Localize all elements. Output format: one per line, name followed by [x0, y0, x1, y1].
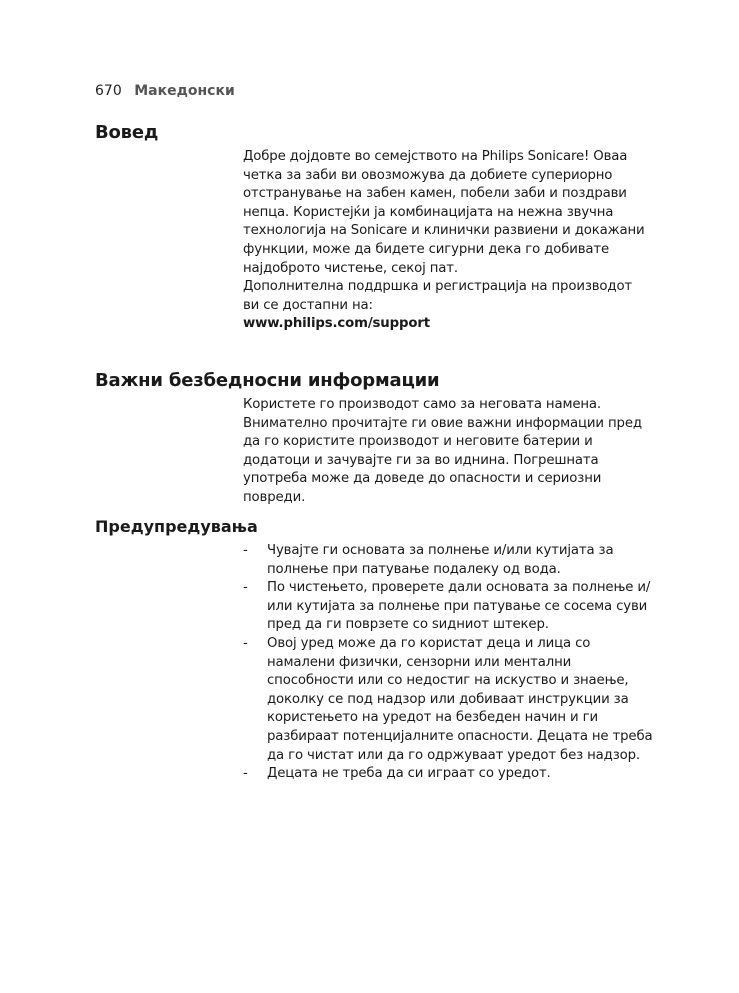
list-item-text: Децата не треба да си играат со уредот. [267, 766, 551, 782]
list-item-text: По чистењето, проверете дали основата за полнење и/или кутијата за полнење при патување се сосема суви пред да ги поврзете со ѕидниот штекер. [267, 580, 651, 633]
warnings-list [243, 542, 653, 784]
bullet-dash: - [243, 635, 248, 651]
page-header [95, 81, 235, 101]
intro-body [243, 148, 648, 334]
safety-body [243, 396, 648, 508]
safety-heading: Важни безбедносни информации [95, 370, 440, 391]
list-item-text: Овој уред може да го користат деца и лица со намалени физички, сензорни или ментални способности или со недостиг на искуство и знаење, доколку се под надзор или добиваат инструкции за користењето на уредот на безбеден начин и ги разбираат потенцијалните опасности. Децата не треба да го чистат или да го одржуваат уредот без надзор. [267, 635, 653, 763]
list-item-text: Чувајте ги основата за полнење и/или кутијата за полнење при патување подалеку од вода. [267, 543, 614, 577]
intro-paragraph: Добре дојдовте во семејството на Philips Sonicare! Оваа четка за заби ви овозможува да добиете супериорно отстранување на забен камен, побели заби и поздрави непца. Користејќи ја комбинацијата на нежна звучна технологија на Sonicare и клинички развиени и докажани функции, може да бидете сигурни дека го добивате најдоброто чистење, секој пат. [243, 149, 645, 276]
list-item [243, 635, 653, 765]
support-link[interactable]: www.philips.com/support [243, 316, 430, 332]
support-paragraph: Дополнителна поддршка и регистрација на производот ви се достапни на: [243, 279, 633, 313]
list-item [243, 542, 653, 579]
list-item [243, 579, 653, 635]
intro-heading: Вовед [95, 122, 159, 143]
bullet-dash: - [243, 580, 248, 596]
page-number: 670 [95, 83, 122, 99]
list-item [243, 765, 653, 784]
bullet-dash: - [243, 543, 248, 558]
language-label: Македонски [134, 83, 235, 99]
safety-paragraph: Користете го производот само за неговата намена. Внимателно прочитајте ги овие важни информации пред да го користите производот и неговите батерии и додатоци и зачувајте ги за во иднина. Погрешната употреба може да доведе до опасности и сериозни повреди. [243, 397, 642, 505]
warnings-heading: Предупредувања [95, 517, 258, 536]
bullet-dash: - [243, 766, 248, 782]
